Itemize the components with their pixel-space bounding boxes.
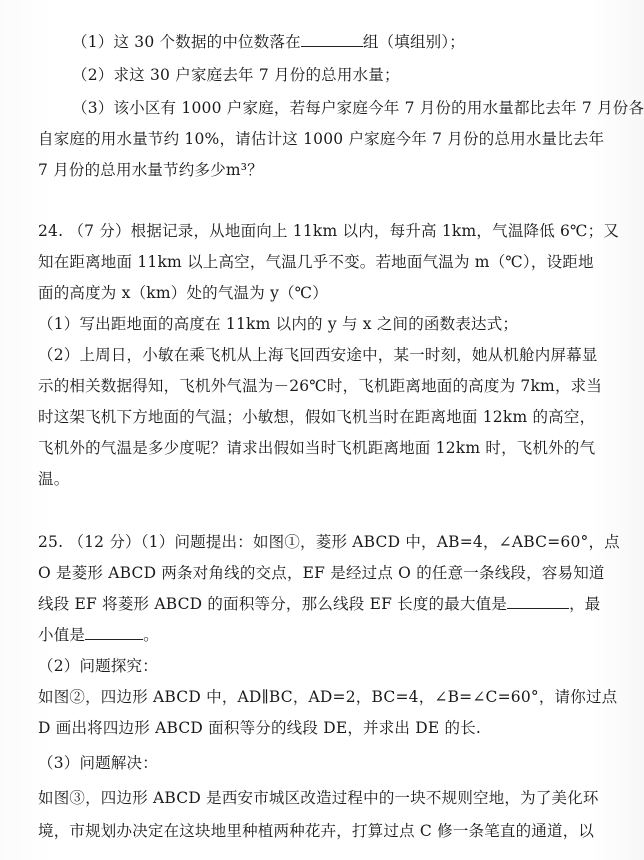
q23-part1-suffix: 组（填组别）； — [362, 33, 465, 51]
q25-line3-prefix: 线段 EF 将菱形 ABCD 的面积等分，那么线段 EF 长度的最大值是 — [38, 595, 508, 613]
q24-line1: 24. （7 分）根据记录，从地面向上 11km 以内，每升高 1km，气温降低 6℃；又 — [38, 222, 620, 240]
q25-line4-prefix: 小值是 — [38, 626, 86, 644]
q25-part3-line2: 境，市规划办决定在这块地里种植两种花卉，打算过点 C 修一条笔直的通道，以 — [38, 822, 595, 840]
q24-part2-line2: 示的相关数据得知，飞机外气温为－26℃时，飞机距离地面的高度为 7km，求当 — [38, 377, 603, 395]
q25-part2-line2: D 画出将四边形 ABCD 面积等分的线段 DE，并求出 DE 的长. — [38, 719, 482, 737]
q24-part1: （1）写出距地面的高度在 11km 以内的 y 与 x 之间的函数表达式； — [38, 315, 519, 333]
q25-part2-line1: 如图②，四边形 ABCD 中，AD∥BC，AD=2，BC=4，∠B=∠C=60°，请你过点 — [38, 688, 618, 706]
q25-line3-suffix: ，最 — [569, 595, 601, 613]
q25-part3-line1: 如图③，四边形 ABCD 是西安市城区改造过程中的一块不规则空地，为了美化环 — [38, 789, 599, 807]
q24-line2: 知在距离地面 11km 以上高空，气温几乎不变。若地面气温为 m（℃），设距地 — [38, 253, 594, 271]
q25-part2-heading: （2）问题探究： — [38, 657, 158, 675]
q23-part3-line3: 7 月份的总用水量节约多少m³？ — [38, 161, 263, 179]
q24-part2-line5: 温。 — [38, 470, 70, 488]
q25-part3-heading: （3）问题解决： — [38, 754, 158, 772]
q25-line1: 25. （12 分）（1）问题提出：如图①，菱形 ABCD 中，AB=4，∠ABC=60°，点 — [38, 533, 620, 551]
q24-part2-line4: 飞机外的气温是多少度呢？请求出假如当时飞机距离地面 12km 时，飞机外的气 — [38, 439, 596, 457]
q25-line3 — [38, 593, 600, 615]
q25-line4 — [38, 624, 159, 646]
q25-line2: O 是菱形 ABCD 两条对角线的交点，EF 是经过点 O 的任意一条线段，容易知道 — [38, 564, 605, 582]
q23-part3-line2: 自家庭的用水量节约 10%，请估计这 1000 户家庭今年 7 月份的总用水量比去年 — [38, 130, 605, 148]
q23-part1-prefix: （1）这 30 个数据的中位数落在 — [72, 33, 301, 51]
q24-part2-line3: 时这架飞机下方地面的气温；小敏想，假如飞机当时在距离地面 12km 的高空， — [38, 408, 596, 426]
q24-part2-line1: （2）上周日，小敏在乘飞机从上海飞回西安途中，某一时刻，她从机舱内屏幕显 — [38, 346, 598, 364]
answer-blank-min — [85, 624, 143, 640]
q25-line4-suffix: 。 — [143, 626, 159, 644]
answer-blank-max — [507, 593, 569, 609]
q24-line3: 面的高度为 x（km）处的气温为 y（℃） — [38, 284, 328, 302]
q23-part2: （2）求这 30 户家庭去年 7 月份的总用水量； — [72, 66, 400, 84]
answer-blank — [301, 31, 363, 47]
q23-part1 — [72, 31, 465, 53]
q23-part3-line1: （3）该小区有 1000 户家庭，若每户家庭今年 7 月份的用水量都比去年 7 月份各 — [72, 99, 644, 117]
